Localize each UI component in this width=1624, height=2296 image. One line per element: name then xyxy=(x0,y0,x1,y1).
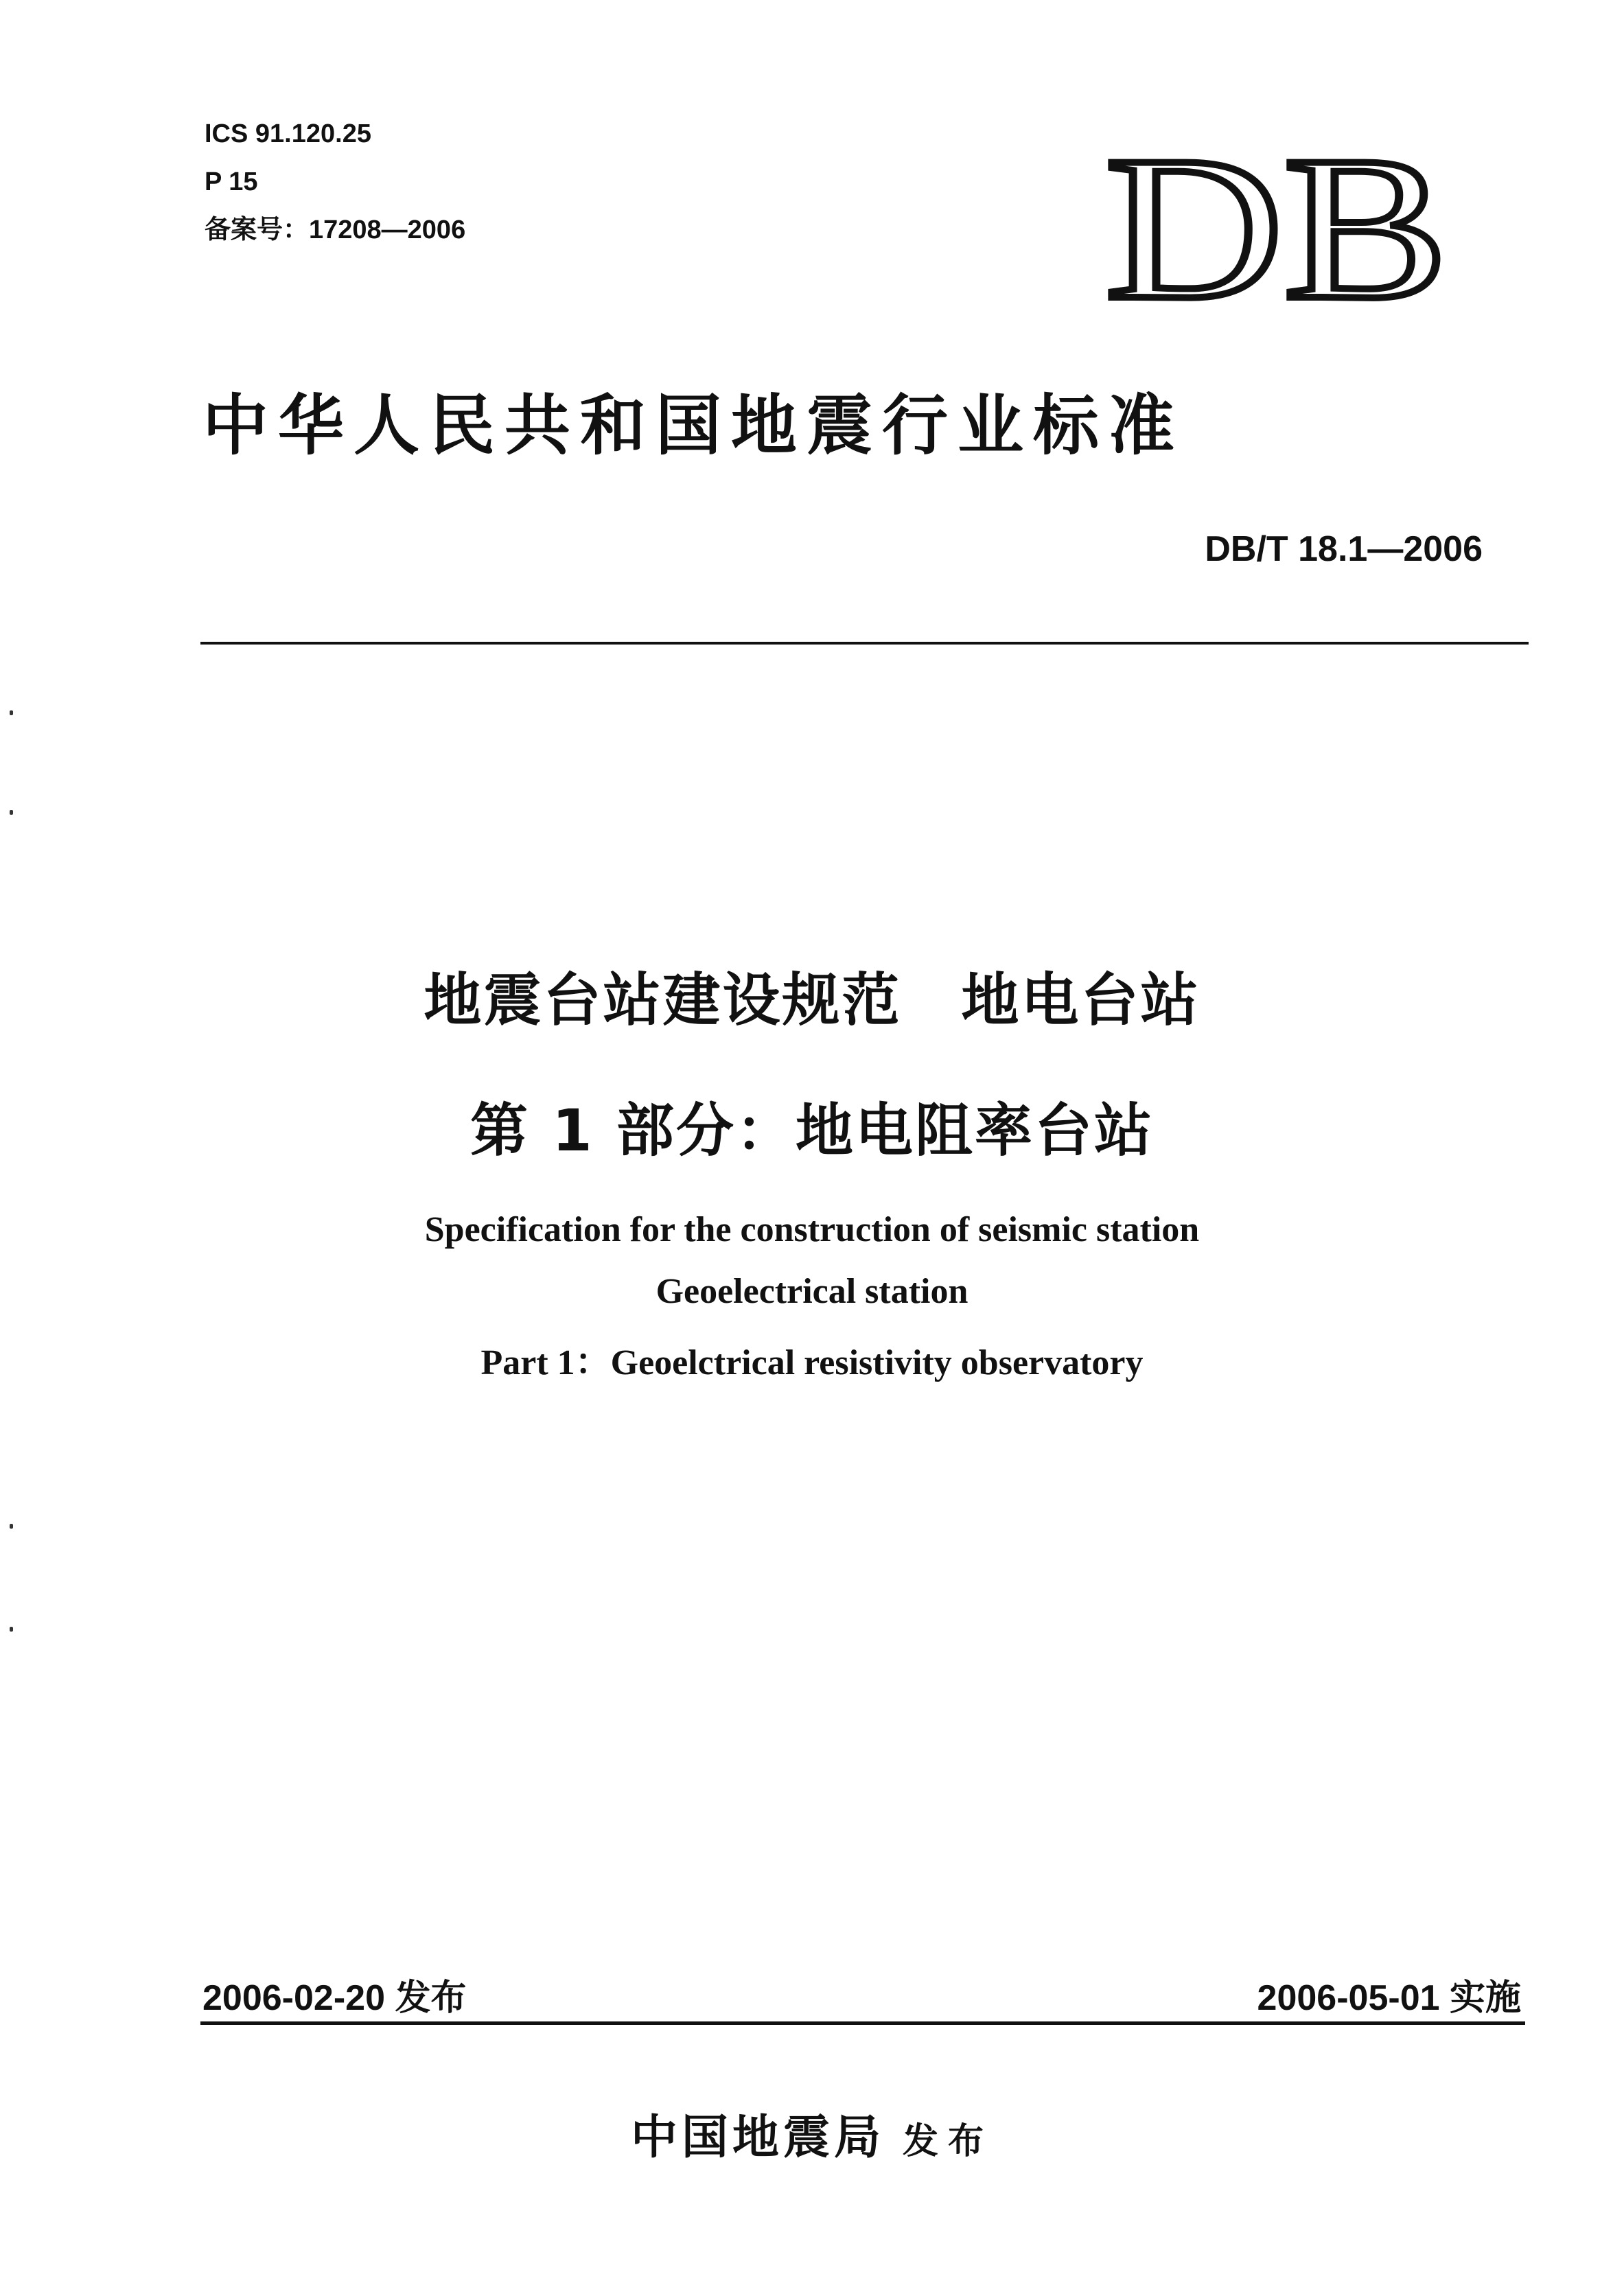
standard-code: DB/T 18.1—2006 xyxy=(1205,529,1483,569)
record-number: 备案号：17208—2006 xyxy=(205,216,466,244)
footer-divider xyxy=(200,2021,1525,2025)
ics-code: ICS 91.120.25 xyxy=(205,119,371,148)
db-logo xyxy=(1098,120,1455,326)
standard-category-title: 中华人民共和国地震行业标准 xyxy=(202,386,1184,464)
publisher xyxy=(0,2100,1624,2167)
classification-code: P 15 xyxy=(205,167,258,196)
binding-mark xyxy=(10,710,13,715)
binding-mark xyxy=(10,1627,13,1632)
document-metadata xyxy=(205,110,465,254)
chinese-title-line-1: 地震台站建设规范 地电台站 xyxy=(424,966,1200,1034)
db-logo-text: DB xyxy=(1105,120,1448,326)
binding-mark xyxy=(10,1524,13,1529)
binding-mark xyxy=(10,810,13,815)
english-title-line-3: Part 1：Geoelctrical resistivity observatory xyxy=(480,1343,1144,1382)
english-title-line-1: Specification for the construction of seismic station xyxy=(424,1210,1200,1249)
publisher-verb: 发布 xyxy=(903,2120,994,2162)
chinese-title-line-2: 第 1 部分：地电阻率台站 xyxy=(470,1097,1154,1164)
issue-date: 2006-02-20 发布 xyxy=(202,1978,467,2018)
header-divider xyxy=(200,642,1529,645)
implementation-date: 2006-05-01 实施 xyxy=(1257,1978,1521,2018)
english-title-line-2: Geoelectrical station xyxy=(656,1272,968,1311)
publisher-organization: 中国地震局 xyxy=(630,2110,885,2165)
